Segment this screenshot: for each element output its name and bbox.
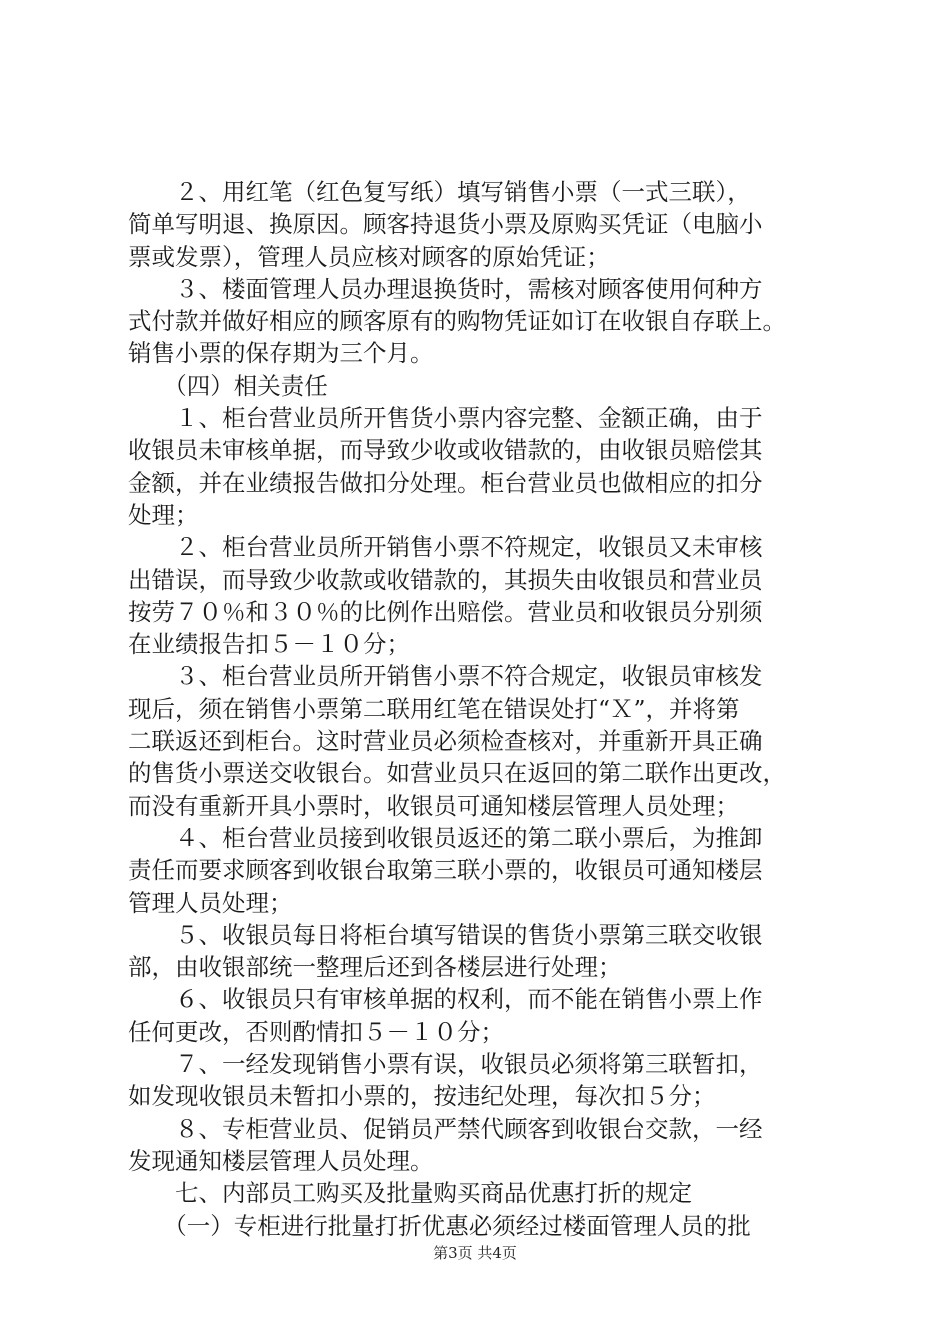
- text-line: 处理；: [128, 500, 199, 529]
- text-line: 销售小票的保存期为三个月。: [128, 339, 434, 368]
- text-line: 的售货小票送交收银台。如营业员只在返回的第二联作出更改，: [128, 759, 786, 788]
- text-line: ４、柜台营业员接到收银员返还的第二联小票后，为推卸: [128, 823, 763, 852]
- text-line: 在业绩报告扣５－１０分；: [128, 630, 410, 659]
- text-line: 如发现收银员未暂扣小票的，按违纪处理，每次扣５分；: [128, 1082, 716, 1111]
- text-line: 任何更改，否则酌情扣５－１０分；: [128, 1017, 504, 1046]
- text-line: ８、专柜营业员、促销员严禁代顾客到收银台交款，一经: [128, 1114, 763, 1143]
- text-line: ７、一经发现销售小票有误，收银员必须将第三联暂扣，: [128, 1050, 763, 1079]
- text-line: 发现通知楼层管理人员处理。: [128, 1146, 434, 1175]
- text-line: ２、用红笔（红色复写纸）填写销售小票（一式三联），: [128, 178, 751, 206]
- text-line: 现后，须在销售小票第二联用红笔在错误处打“Ｘ”，并将第: [128, 694, 740, 723]
- text-line: 票或发票），管理人员应核对顾客的原始凭证；: [128, 242, 610, 271]
- text-line: 收银员未审核单据，而导致少收或收错款的，由收银员赔偿其: [128, 436, 763, 465]
- text-line: １、柜台营业员所开售货小票内容完整、金额正确，由于: [128, 404, 763, 433]
- text-line: 责任而要求顾客到收银台取第三联小票的，收银员可通知楼层: [128, 856, 763, 885]
- text-line: 金额，并在业绩报告做扣分处理。柜台营业员也做相应的扣分: [128, 468, 763, 497]
- text-line: ５、收银员每日将柜台填写错误的售货小票第三联交收银: [128, 920, 763, 949]
- text-line: ３、楼面管理人员办理退换货时，需核对顾客使用何种方: [128, 274, 763, 303]
- text-line: 而没有重新开具小票时，收银员可通知楼层管理人员处理；: [128, 791, 739, 820]
- text-line: ３、柜台营业员所开销售小票不符合规定，收银员审核发: [128, 662, 763, 691]
- text-line: ２、柜台营业员所开销售小票不符规定，收银员又未审核: [128, 533, 763, 562]
- text-line: 七、内部员工购买及批量购买商品优惠打折的规定: [128, 1179, 692, 1208]
- text-line: 部，由收银部统一整理后还到各楼层进行处理；: [128, 953, 622, 982]
- text-line: 管理人员处理；: [128, 888, 293, 917]
- text-line: 式付款并做好相应的顾客原有的购物凭证如订在收银自存联上。: [128, 307, 786, 336]
- text-line: （四）相关责任: [128, 371, 328, 400]
- text-line: 按劳７０％和３０％的比例作出赔偿。营业员和收银员分别须: [128, 597, 763, 626]
- text-line: ６、收银员只有审核单据的权利，而不能在销售小票上作: [128, 985, 763, 1014]
- text-line: 出错误，而导致少收款或收错款的，其损失由收银员和营业员: [128, 565, 763, 594]
- text-line: （一）专柜进行批量打折优惠必须经过楼面管理人员的批: [128, 1211, 751, 1240]
- document-body: [128, 176, 848, 1242]
- text-line: 简单写明退、换原因。顾客持退货小票及原购买凭证（电脑小: [128, 210, 763, 239]
- page-footer: 第3页 共4页: [433, 1244, 517, 1262]
- text-line: 二联返还到柜台。这时营业员必须检查核对，并重新开具正确: [128, 727, 763, 756]
